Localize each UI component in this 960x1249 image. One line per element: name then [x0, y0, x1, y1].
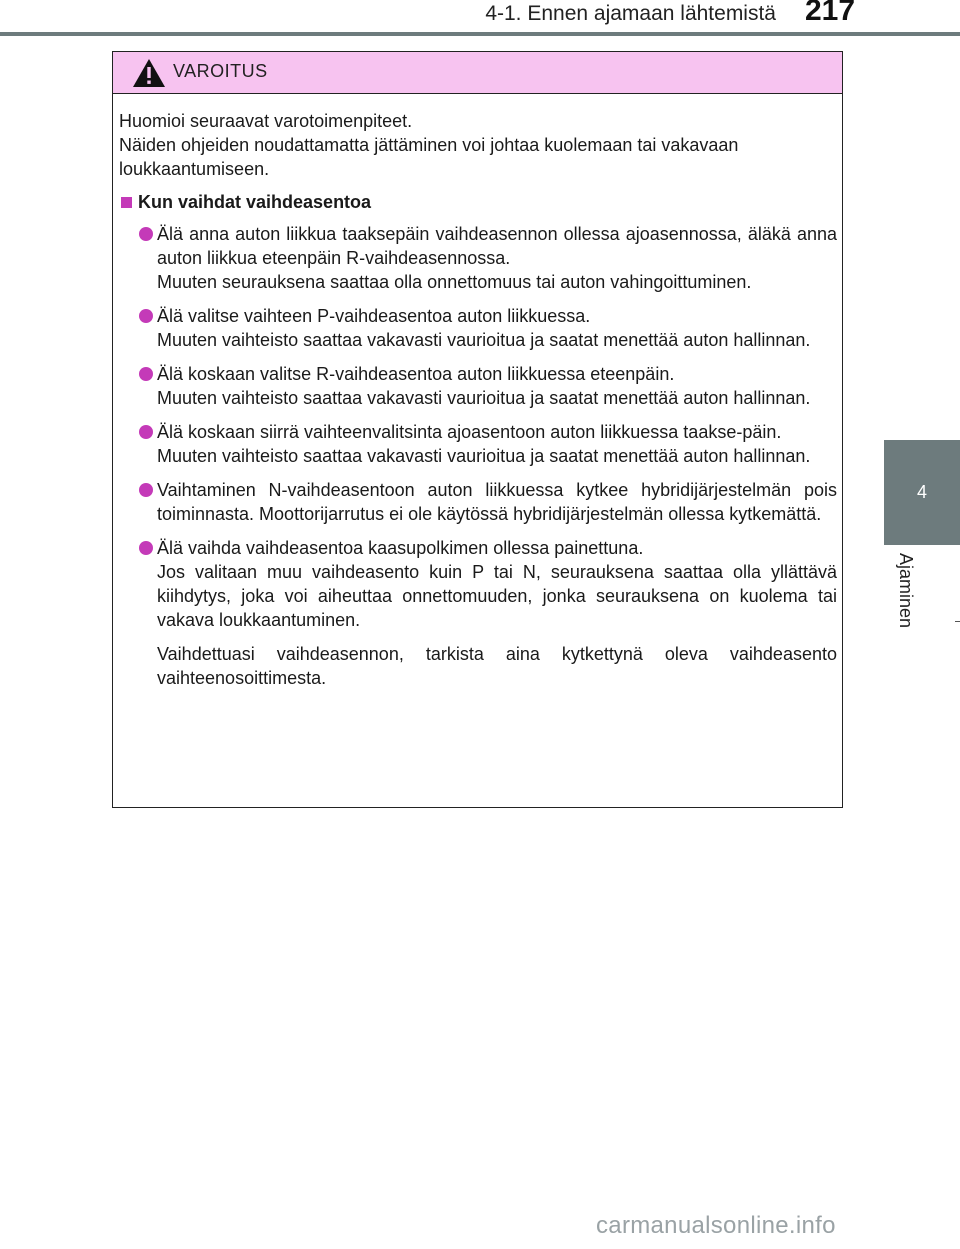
item-line: Älä koskaan valitse R-vaihdeasentoa auton liikkuessa eteenpäin.	[157, 364, 675, 384]
item-line: Muuten seurauksena saattaa olla onnettomuus tai auton vahingoittuminen.	[157, 272, 752, 292]
item-line: Älä valitse vaihteen P-vaihdeasentoa auton liikkuessa.	[157, 306, 591, 326]
watermark: carmanualsonline.info	[596, 1212, 836, 1239]
closing-note: Vaihdettuasi vaihdeasennon, tarkista aina kytkettynä oleva vaihdeasento vaihteenosoittimesta.	[157, 644, 837, 688]
chapter-name: Ajaminen	[896, 553, 916, 629]
page-number: 217	[804, 0, 856, 27]
item-line: Älä vaihda vaihdeasentoa kaasupolkimen ollessa painettuna.	[157, 538, 644, 558]
list-item	[157, 222, 837, 294]
section-title: 4-1. Ennen ajamaan lähtemistä	[485, 2, 776, 25]
round-bullet-icon	[139, 367, 153, 381]
round-bullet-icon	[139, 425, 153, 439]
item-line: Jos valitaan muu vaihdeasento kuin P tai N, seurauksena saattaa olla yllättävä kiihdytys, joka voi aiheuttaa onnettomuuden, jonka seurauksena on kuolema tai vakava loukkaantuminen.	[157, 562, 837, 630]
warning-header	[113, 52, 842, 94]
round-bullet-icon	[139, 227, 153, 241]
list-item	[157, 536, 837, 632]
intro-line: Näiden ohjeiden noudattamatta jättäminen voi johtaa kuolemaan tai vakavaan loukkaantumiseen.	[119, 135, 739, 179]
chapter-number: 4	[916, 482, 927, 502]
round-bullet-icon	[139, 541, 153, 555]
round-bullet-icon	[139, 483, 153, 497]
round-bullet-icon	[139, 309, 153, 323]
item-line: Muuten vaihteisto saattaa vakavasti vaurioitua ja saatat menettää auton hallinnan.	[157, 446, 811, 466]
item-line: Älä anna auton liikkua taaksepäin vaihdeasennon ollessa ajoasennossa, äläkä anna auton liikkua eteenpäin R-vaihdeasennossa.	[157, 224, 837, 268]
section-heading-text: Kun vaihdat vaihdeasentoa	[138, 192, 372, 212]
warning-body	[119, 109, 837, 690]
side-tick	[955, 621, 960, 622]
warning-title: VAROITUS	[173, 61, 268, 81]
square-bullet-icon	[121, 197, 132, 208]
list-item	[157, 362, 837, 410]
warning-intro	[119, 109, 837, 181]
item-line: Vaihtaminen N-vaihdeasentoon auton liikkuessa kytkee hybridijärjestelmän pois toiminnasta. Moottorijarrutus ei ole käytössä hybridijärjestelmän ollessa kytkemättä.	[157, 480, 837, 524]
list-item	[157, 478, 837, 526]
warning-triangle-icon	[132, 58, 166, 88]
intro-line: Huomioi seuraavat varotoimenpiteet.	[119, 111, 413, 131]
warning-box	[112, 51, 843, 808]
header-rule	[0, 32, 960, 36]
item-line: Muuten vaihteisto saattaa vakavasti vaurioitua ja saatat menettää auton hallinnan.	[157, 388, 811, 408]
warning-list	[119, 222, 837, 632]
chapter-tab	[884, 440, 960, 545]
item-line: Muuten vaihteisto saattaa vakavasti vaurioitua ja saatat menettää auton hallinnan.	[157, 330, 811, 350]
item-line: Älä koskaan siirrä vaihteenvalitsinta ajoasentoon auton liikkuessa taakse-päin.	[157, 422, 782, 442]
list-item	[157, 420, 837, 468]
list-item	[157, 304, 837, 352]
section-heading	[119, 190, 837, 214]
